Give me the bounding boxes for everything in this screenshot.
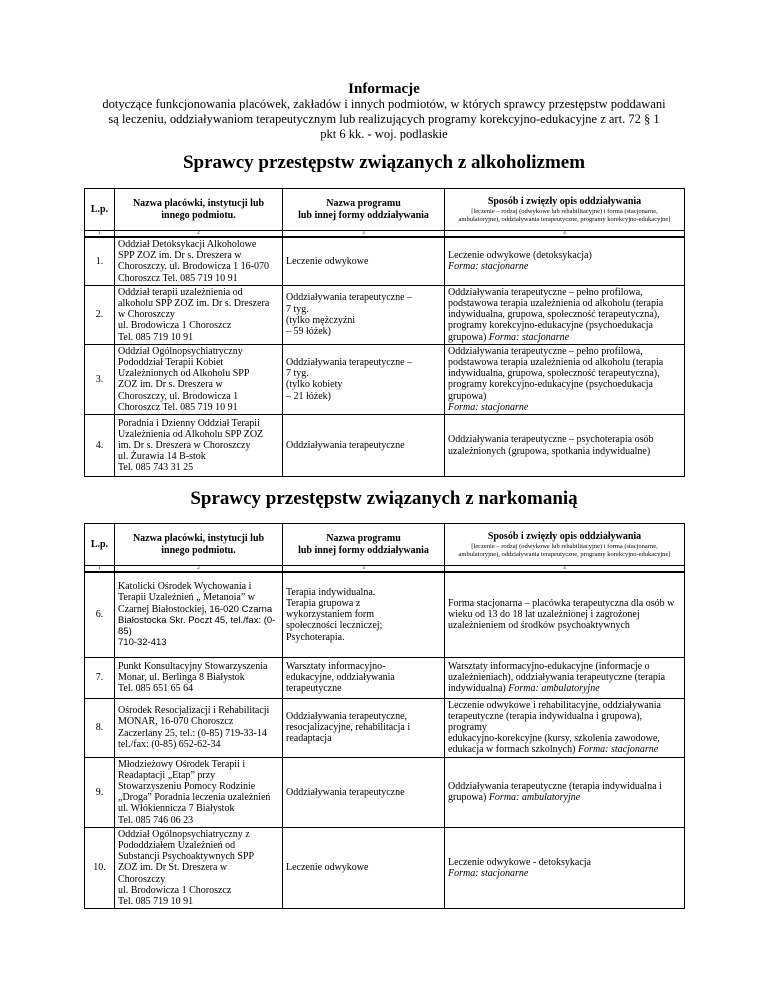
col-header-program: Nazwa programu lub innej formy oddziaływania — [283, 524, 445, 566]
table-row — [85, 757, 685, 827]
table-drugs — [84, 523, 685, 909]
institution-cell: Oddział terapii uzależnienia od alkoholu SPP ZOZ im. Dr s. Dreszera w Choroszczy ul. Brodowicza 1 Choroszcz Tel. 085 719 10 91 — [115, 285, 283, 344]
program-cell: Oddziaływania terapeutyczne — [283, 415, 445, 477]
section-title-drugs: Sprawcy przestępstw związanych z narkomanią — [190, 488, 578, 509]
subtitle-line-1: dotyczące funkcjonowania placówek, zakładów i innych podmiotów, w których sprawcy przestępstw poddawani — [102, 97, 666, 111]
table-header-row — [85, 189, 685, 231]
institution-cell: Punkt Konsultacyjny Stowarzyszenia Monar, ul. Berlinga 8 Białystok Tel. 085 651 65 64 — [115, 657, 283, 698]
row-number: 1. — [85, 237, 115, 285]
subtitle-line-2: są leczeniu, oddziaływaniom terapeutycznym lub realizujących programy korekcyjno-edukacyjne z art. 72 § 1 — [108, 112, 660, 126]
col-header-institution: Nazwa placówki, instytucji lub innego podmiotu. — [115, 524, 283, 566]
col-header-program: Nazwa programu lub innej formy oddziaływania — [283, 189, 445, 231]
row-number: 8. — [85, 698, 115, 757]
program-cell: Oddziaływania terapeutyczne — [283, 757, 445, 827]
description-cell: Leczenie odwykowe (detoksykacja) Forma: stacjonarne — [445, 237, 685, 285]
program-cell: Warsztaty informacyjno- edukacyjne, oddziaływania terapeutyczne — [283, 657, 445, 698]
program-cell: Terapia indywidualna. Terapia grupowa z wykorzystaniem form społeczności leczniczej; Psychoterapia. — [283, 572, 445, 657]
program-cell: Oddziaływania terapeutyczne, resocjalizacyjne, rehabilitacja i readaptacja — [283, 698, 445, 757]
table-row — [85, 572, 685, 657]
description-cell: Oddziaływania terapeutyczne (terapia indywidualna i grupowa) Forma: ambulatoryjne — [445, 757, 685, 827]
col-header-lp: L.p. — [85, 189, 115, 231]
table-row — [85, 827, 685, 908]
table-row — [85, 657, 685, 698]
program-cell: Oddziaływania terapeutyczne – 7 tyg. (tylko mężczyźni – 59 łóżek) — [283, 285, 445, 344]
description-cell: Leczenie odwykowe - detoksykacja Forma: stacjonarne — [445, 827, 685, 908]
institution-cell: Młodzieżowy Ośrodek Terapii i Readaptacji „Etap” przy Stowarzyszeniu Pomocy Rodzinie „Droga” Poradnia leczenia uzależnień ul. Włókiennicza 7 Białystok Tel. 085 746 06 23 — [115, 757, 283, 827]
row-number: 10. — [85, 827, 115, 908]
table-row — [85, 285, 685, 344]
description-cell: Warsztaty informacyjno-edukacyjne (informacje o uzależnieniach), oddziaływania terapeutyczne (terapia indywidualna) Forma: ambulatoryjne — [445, 657, 685, 698]
column-number-row: 1 2 3 4 — [85, 566, 685, 573]
table-row — [85, 415, 685, 477]
program-cell: Oddziaływania terapeutyczne – 7 tyg. (tylko kobiety – 21 łóżek) — [283, 344, 445, 414]
table-row — [85, 344, 685, 414]
institution-cell: Oddział Ogólnopsychiatryczny Pododdział Terapii Kobiet Uzależnionych od Alkoholu SPP ZOZ im. Dr s. Dreszera w Choroszczy, ul. Brodowicza 1 Choroszcz Tel. 085 719 10 91 — [115, 344, 283, 414]
row-number: 4. — [85, 415, 115, 477]
col-header-lp: L.p. — [85, 524, 115, 566]
row-number: 3. — [85, 344, 115, 414]
description-cell: Oddziaływania terapeutyczne – pełno profilowa, podstawowa terapia uzależnienia od alkoholu (terapia indywidualna, grupowa, społeczność terapeutyczna), programy korekcyjno-edukacyjne (psychoedukacja grupowa) Forma: stacjonarne — [445, 285, 685, 344]
institution-cell: Katolicki Ośrodek Wychowania i Terapii Uzależnień „ Metanoia” w Czarnej Białostockiej, 16-020 Czarna Białostocka Skr. Poczt 45, tel./fax: (0-85) 710-32-413 — [115, 572, 283, 657]
institution-cell: Poradnia i Dzienny Oddział Terapii Uzależnienia od Alkoholu SPP ZOZ im. Dr s. Dreszera w Choroszczy ul. Żurawia 14 B-stok Tel. 085 743 31 25 — [115, 415, 283, 477]
institution-cell: Ośrodek Resocjalizacji i Rehabilitacji MONAR, 16-070 Choroszcz Zaczerlany 25, tel.: (0-85) 719-33-14 tel./fax: (0-85) 652-62-34 — [115, 698, 283, 757]
description-cell: Leczenie odwykowe i rehabilitacyjne, oddziaływania terapeutyczne (terapia indywidualna i grupowa), programy edukacyjno-korekcyjne (kursy, szkolenia zawodowe, edukacja w formach szkolnych) Forma: stacjonarne — [445, 698, 685, 757]
table-row — [85, 698, 685, 757]
table-header-row — [85, 524, 685, 566]
description-cell: Forma stacjonarna – placówka terapeutyczna dla osób w wieku od 13 do 18 lat uzależnionej i zagrożonej uzależnieniem od środków psychoaktywnych — [445, 572, 685, 657]
description-cell: Oddziaływania terapeutyczne – pełno profilowa, podstawowa terapia uzależnienia od alkoholu (terapia indywidualna, grupowa, społeczność terapeutyczna), programy korekcyjno-edukacyjne (psychoedukacja grupowa) Forma: stacjonarne — [445, 344, 685, 414]
col-header-institution: Nazwa placówki, instytucji lub innego podmiotu. — [115, 189, 283, 231]
row-number: 2. — [85, 285, 115, 344]
program-cell: Leczenie odwykowe — [283, 827, 445, 908]
table-row — [85, 237, 685, 285]
program-cell: Leczenie odwykowe — [283, 237, 445, 285]
row-number: 6. — [85, 572, 115, 657]
col-header-description: Sposób i zwięzły opis oddziaływania [leczenie – rodzaj (odwykowe lub rehabilitacyjne) i forma (stacjonarne, ambulatoryjne), oddziaływania terapeutyczne, programy korekcyjno-edukacyjne] — [445, 524, 685, 566]
col-header-description: Sposób i zwięzły opis oddziaływania [leczenie – rodzaj (odwykowe lub rehabilitacyjne) i forma (stacjonarne, ambulatoryjne), oddziaływania terapeutyczne, programy korekcyjno-edukacyjne] — [445, 189, 685, 231]
section-title-alcohol: Sprawcy przestępstw związanych z alkoholizmem — [182, 152, 586, 173]
table-alcohol — [84, 188, 685, 477]
row-number: 9. — [85, 757, 115, 827]
institution-cell: Oddział Detoksykacji Alkoholowe SPP ZOZ im. Dr s. Dreszera w Choroszczy. ul. Brodowicza 1 16-070 Choroszcz Tel. 085 719 10 91 — [115, 237, 283, 285]
description-cell: Oddziaływania terapeutyczne – psychoterapia osób uzależnionych (grupowa, spotkania indywidualne) — [445, 415, 685, 477]
column-number-row: 1 2 3 4 — [85, 231, 685, 238]
institution-cell: Oddział Ogólnopsychiatryczny z Pododdziałem Uzależnień od Substancji Psychoaktywnych SPP ZOZ im. Dr St. Dreszera w Choroszczy ul. Brodowicza 1 Choroszcz Tel. 085 719 10 91 — [115, 827, 283, 908]
subtitle-line-3: pkt 6 kk. - woj. podlaskie — [320, 127, 448, 141]
row-number: 7. — [85, 657, 115, 698]
page-title: Informacje — [348, 81, 420, 97]
